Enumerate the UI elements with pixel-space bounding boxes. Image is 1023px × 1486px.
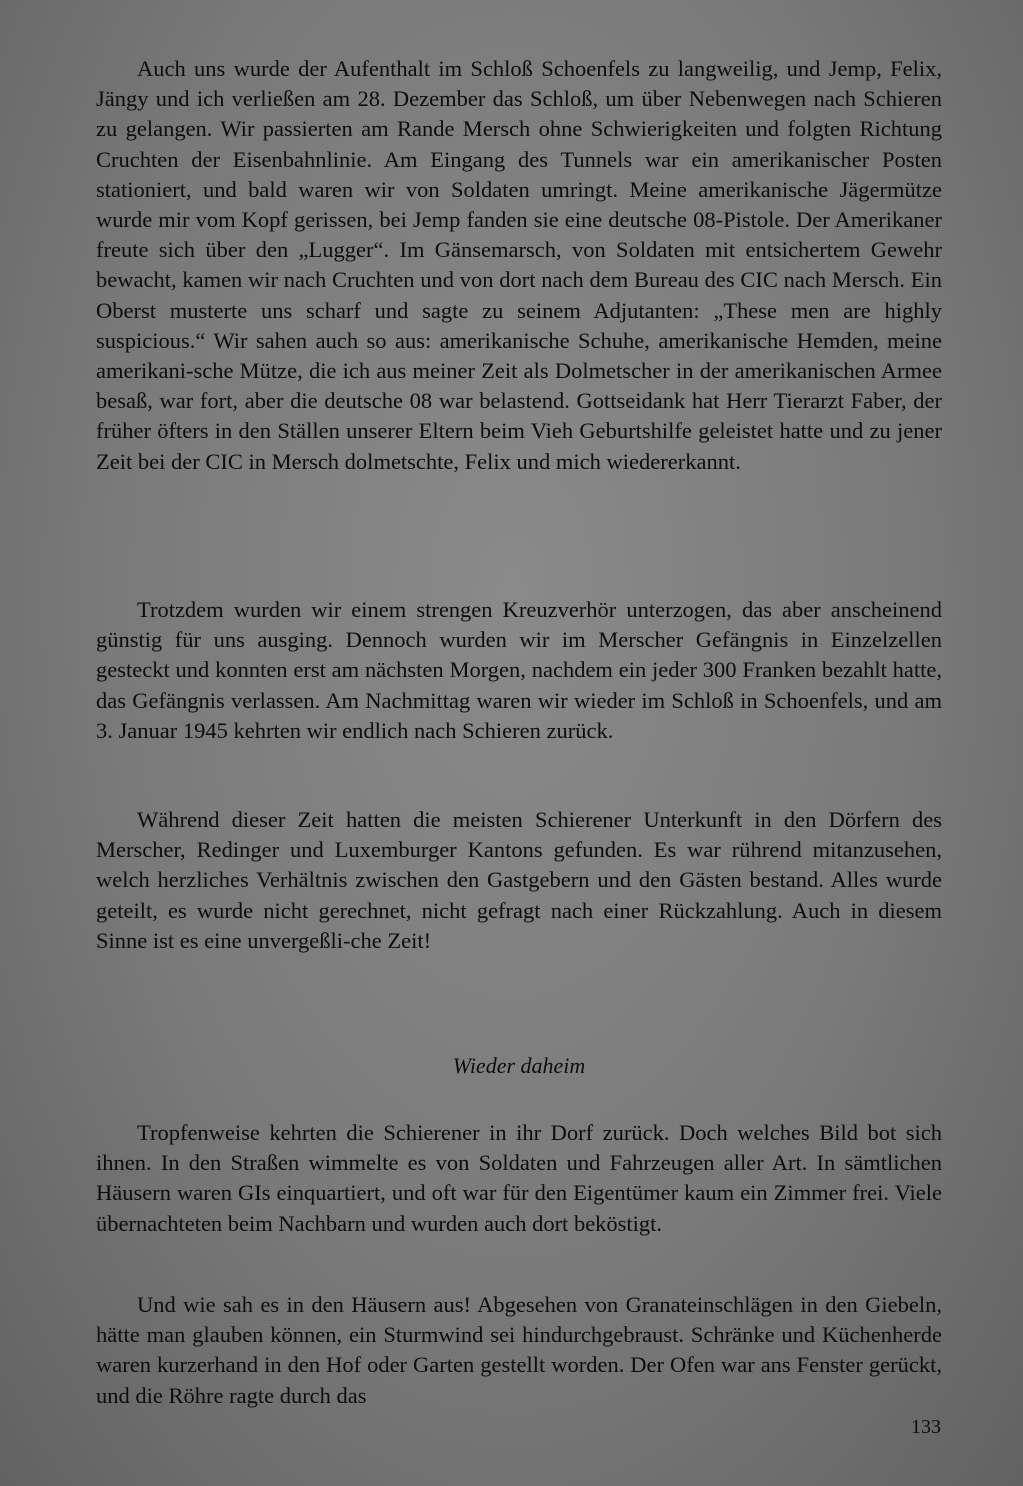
paragraph-kreuzverhoer xyxy=(96,595,942,746)
paragraph-text: Tropfenweise kehrten die Schierener in ihr Dorf zurück. Doch welches Bild bot sich ihnen. In den Straßen wimmelte es von Soldaten und Fahrzeugen aller Art. In sämtlichen Häusern waren GIs einquartiert, und oft war für den Eigentümer kaum ein Zimmer frei. Viele übernachteten beim Nachbarn und wurden auch dort beköstigt. xyxy=(96,1120,942,1236)
paragraph-text: Trotzdem wurden wir einem strengen Kreuzverhör unterzogen, das aber anscheinend günstig für uns ausging. Dennoch wurden wir im Merscher Gefängnis in Einzelzellen gesteckt und konnten erst am nächsten Morgen, nachdem ein jeder 300 Franken bezahlt hatte, das Gefängnis verlassen. Am Nachmittag waren wir wieder im Schloß in Schoenfels, und am 3. Januar 1945 kehrten wir endlich nach Schieren zurück. xyxy=(96,597,942,743)
paragraph-text: Während dieser Zeit hatten die meisten Schierener Unterkunft in den Dörfern des Merscher, Redinger und Luxemburger Kantons gefunden. Es war rührend mitanzusehen, welch herzliches Verhältnis zwischen den Gastgebern und den Gästen bestand. Alles wurde geteilt, es wurde nicht gerechnet, nicht gefragt nach einer Rückzahlung. Auch in diesem Sinne ist es eine unvergeßli-che Zeit! xyxy=(96,807,942,953)
paragraph-schoenfels xyxy=(96,54,942,477)
paragraph-unterkunft xyxy=(96,805,942,956)
paragraph-text: Auch uns wurde der Aufenthalt im Schloß Schoenfels zu langweilig, und Jemp, Felix, Jängy und ich verließen am 28. Dezember das Schloß, um über Nebenwegen nach Schieren zu gelangen. Wir passierten am Rande Mersch ohne Schwierigkeiten und folgten Richtung Cruchten der Eisenbahnlinie. Am Eingang des Tunnels war ein amerikanischer Posten stationiert, und bald waren wir von Soldaten umringt. Meine amerikanische Jägermütze wurde mir vom Kopf gerissen, bei Jemp fanden sie eine deutsche 08-Pistole. Der Amerikaner freute sich über den „Lugger“. Im Gänsemarsch, von Soldaten mit entsichertem Gewehr bewacht, kamen wir nach Cruchten und von dort nach dem Bureau des CIC nach Mersch. Ein Oberst musterte uns scharf und sagte zu seinem Adjutanten: „These men are highly suspicious.“ Wir sahen auch so aus: amerikanische Schuhe, amerikanische Hemden, meine amerikani-sche Mütze, die ich aus meiner Zeit als Dolmetscher in der amerikanischen Armee besaß, war fort, aber die deutsche 08 war belastend. Gottseidank hat Herr Tierarzt Faber, der früher öfters in den Ställen unserer Eltern beim Vieh Geburtshilfe geleistet hatte und zu jener Zeit bei der CIC in Mersch dolmetschte, Felix und mich wiedererkannt. xyxy=(96,56,942,474)
paragraph-haeuser xyxy=(96,1290,942,1411)
page-number: 133 xyxy=(911,1416,941,1438)
section-heading: Wieder daheim xyxy=(452,1053,586,1078)
paragraph-text: Und wie sah es in den Häusern aus! Abgesehen von Granateinschlägen in den Giebeln, hätte man glauben können, ein Sturmwind sei hindurchgebraust. Schränke und Küchenherde waren kurzerhand in den Hof oder Garten gestellt worden. Der Ofen war ans Fenster gerückt, und die Röhre ragte durch das xyxy=(96,1292,942,1408)
paragraph-tropfenweise xyxy=(96,1118,942,1239)
